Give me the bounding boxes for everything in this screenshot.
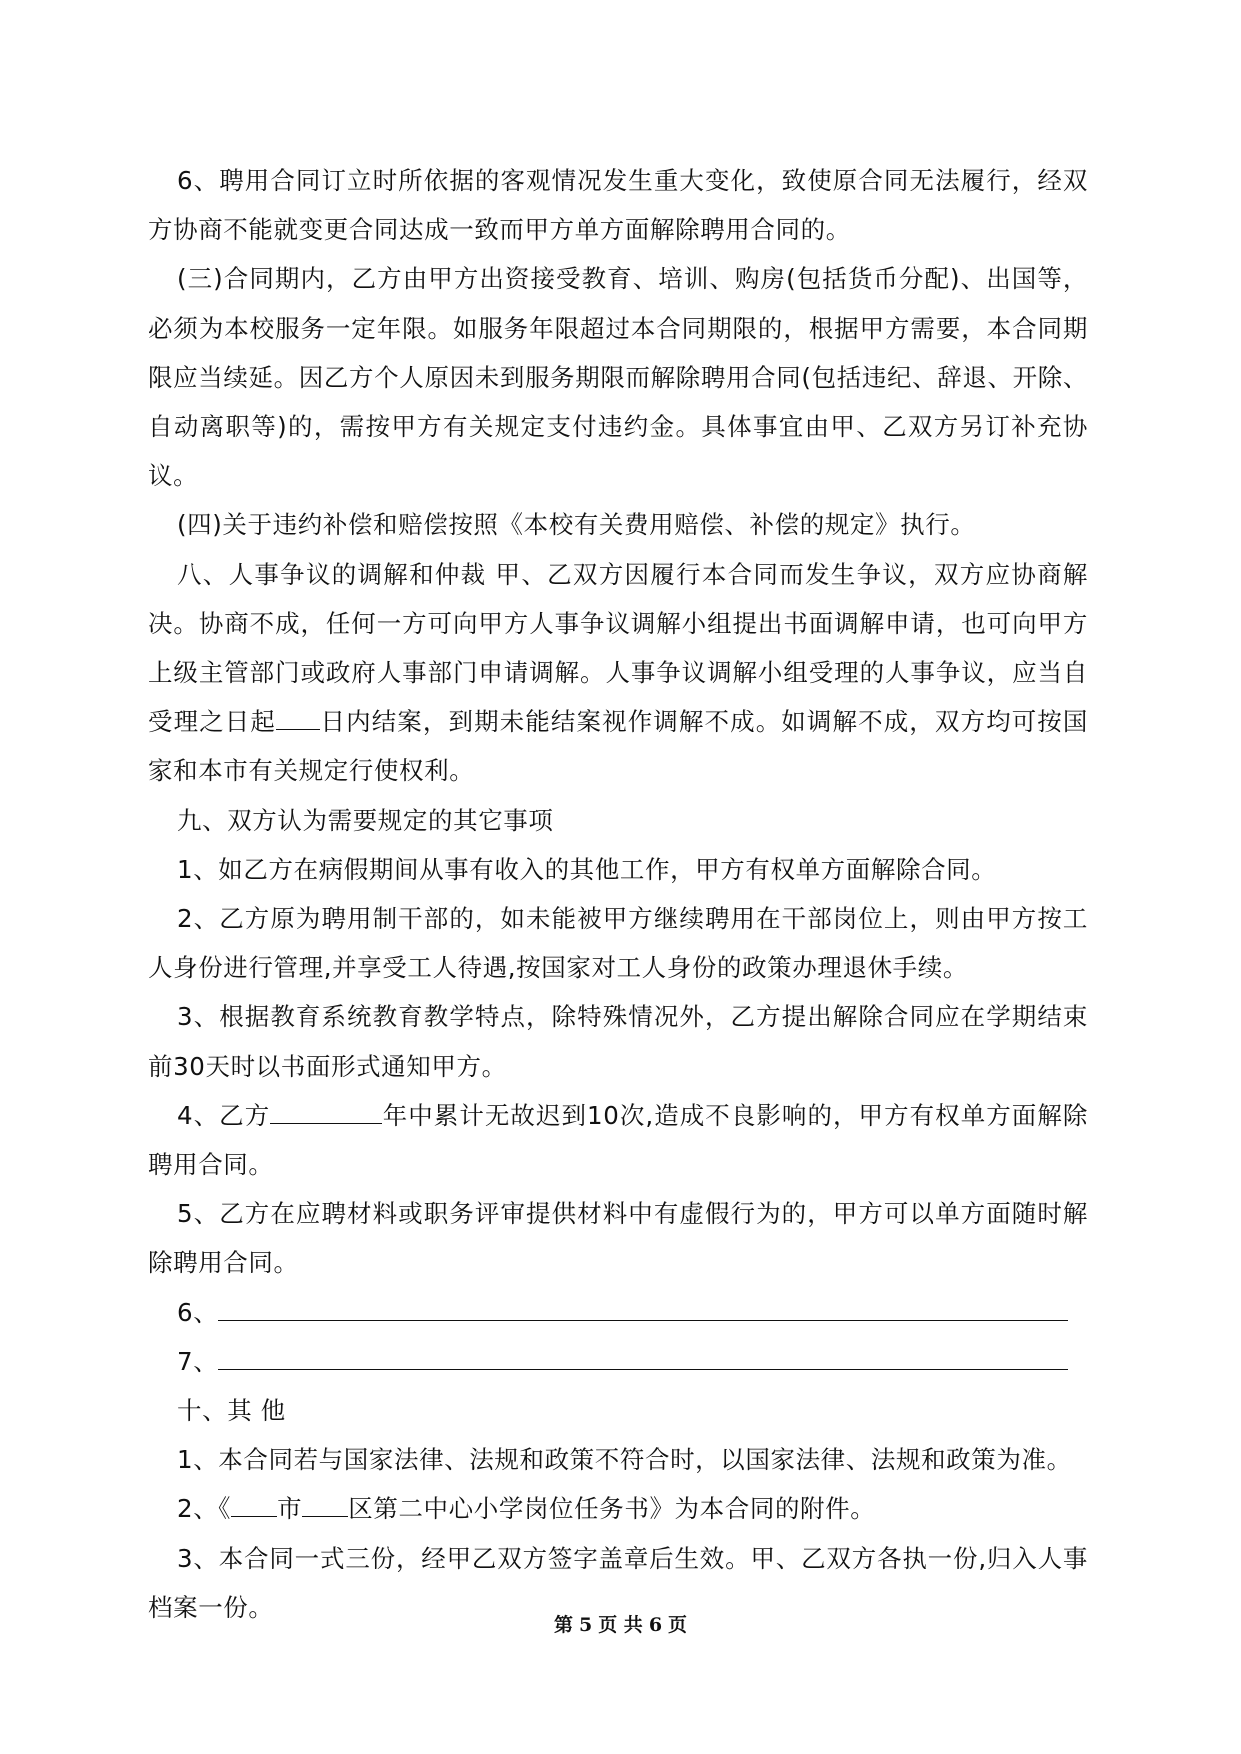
days-blank	[276, 705, 320, 730]
article-9-heading: 九、双方认为需要规定的其它事项	[177, 805, 554, 835]
article-10-item-3: 3、本合同一式三份，经甲乙双方签字盖章后生效。甲、乙双方各执一份,归入人事档案一份。	[148, 1543, 1088, 1622]
clause-6-paragraph: 6、聘用合同订立时所依据的客观情况发生重大变化，致使原合同无法履行，经双方协商不能就变更合同达成一致而甲方单方面解除聘用合同的。	[148, 166, 1088, 245]
article-9-item-1: 1、如乙方在病假期间从事有收入的其他工作，甲方有权单方面解除合同。	[177, 854, 997, 884]
section-3-paragraph: (三)合同期内，乙方由甲方出资接受教育、培训、购房(包括货币分配)、出国等，必须为本校服务一定年限。如服务年限超过本合同期限的，根据甲方需要，本合同期限应当续延。因乙方个人原因未到服务期限而解除聘用合同(包括违纪、辞退、开除、自动离职等)的，需按甲方有关规定支付违约金。具体事宜由甲、乙双方另订补充协议。	[148, 264, 1088, 491]
item-2-text-b: 市	[277, 1494, 303, 1524]
item-2-text-a: 2、《	[177, 1494, 232, 1524]
article-8-text-a: 八、人事争议的调解和仲裁 甲、乙双方因履行本合同而发生争议，双方应协商解决。协商不成，任何一方可向甲方人事争议调解小组提出书面调解申请，也可向甲方上级主管部门或政府人事部门申请调解。人事争议调解小组受理的人事争议，应当自受理之日起	[148, 559, 1088, 737]
article-9-item-6	[148, 1288, 1088, 1337]
section-4-paragraph: (四)关于违约补偿和赔偿按照《本校有关费用赔偿、补偿的规定》执行。	[177, 510, 976, 540]
years-blank	[270, 1099, 382, 1124]
item-7-number: 7、	[177, 1346, 219, 1376]
item-2-text-c: 区第二中心小学岗位任务书》为本合同的附件。	[348, 1494, 876, 1524]
district-blank	[302, 1492, 348, 1517]
article-9-item-3: 3、根据教育系统教育教学特点，除特殊情况外，乙方提出解除合同应在学期结束前30天时以书面形式通知甲方。	[148, 1002, 1088, 1081]
article-9-item-4	[148, 1091, 1088, 1189]
item-6-number: 6、	[177, 1297, 219, 1327]
article-8-paragraph	[148, 550, 1088, 796]
article-10-item-1: 1、本合同若与国家法律、法规和政策不符合时，以国家法律、法规和政策为准。	[177, 1445, 1072, 1475]
city-blank	[231, 1492, 277, 1517]
footer-mid: 页 共	[598, 1614, 643, 1636]
article-10-item-2	[148, 1484, 1088, 1533]
contract-body	[148, 156, 1088, 1632]
current-page-number: 5	[578, 1614, 593, 1636]
item-6-blank-line	[218, 1296, 1068, 1321]
total-page-number: 6	[648, 1614, 663, 1636]
article-9-item-7	[148, 1337, 1088, 1386]
footer-pre: 第	[553, 1614, 573, 1636]
article-10-heading: 十、其 他	[177, 1396, 286, 1426]
item-4-text-b: 年中累计无故迟到10次,造成不良影响的，甲方有权单方面解除聘用合同。	[148, 1100, 1088, 1180]
page-number-footer	[0, 1610, 1241, 1637]
item-4-text-a: 4、乙方	[177, 1100, 271, 1130]
item-7-blank-line	[218, 1345, 1068, 1370]
footer-post: 页	[668, 1614, 688, 1636]
article-8-text-b: 日内结案，到期未能结案视作调解不成。如调解不成，双方均可按国家和本市有关规定行使权利。	[148, 707, 1088, 786]
article-9-item-2: 2、乙方原为聘用制干部的，如未能被甲方继续聘用在干部岗位上，则由甲方按工人身份进行管理,并享受工人待遇,按国家对工人身份的政策办理退休手续。	[148, 904, 1088, 983]
article-9-item-5: 5、乙方在应聘材料或职务评审提供材料中有虚假行为的，甲方可以单方面随时解除聘用合同。	[148, 1199, 1088, 1278]
